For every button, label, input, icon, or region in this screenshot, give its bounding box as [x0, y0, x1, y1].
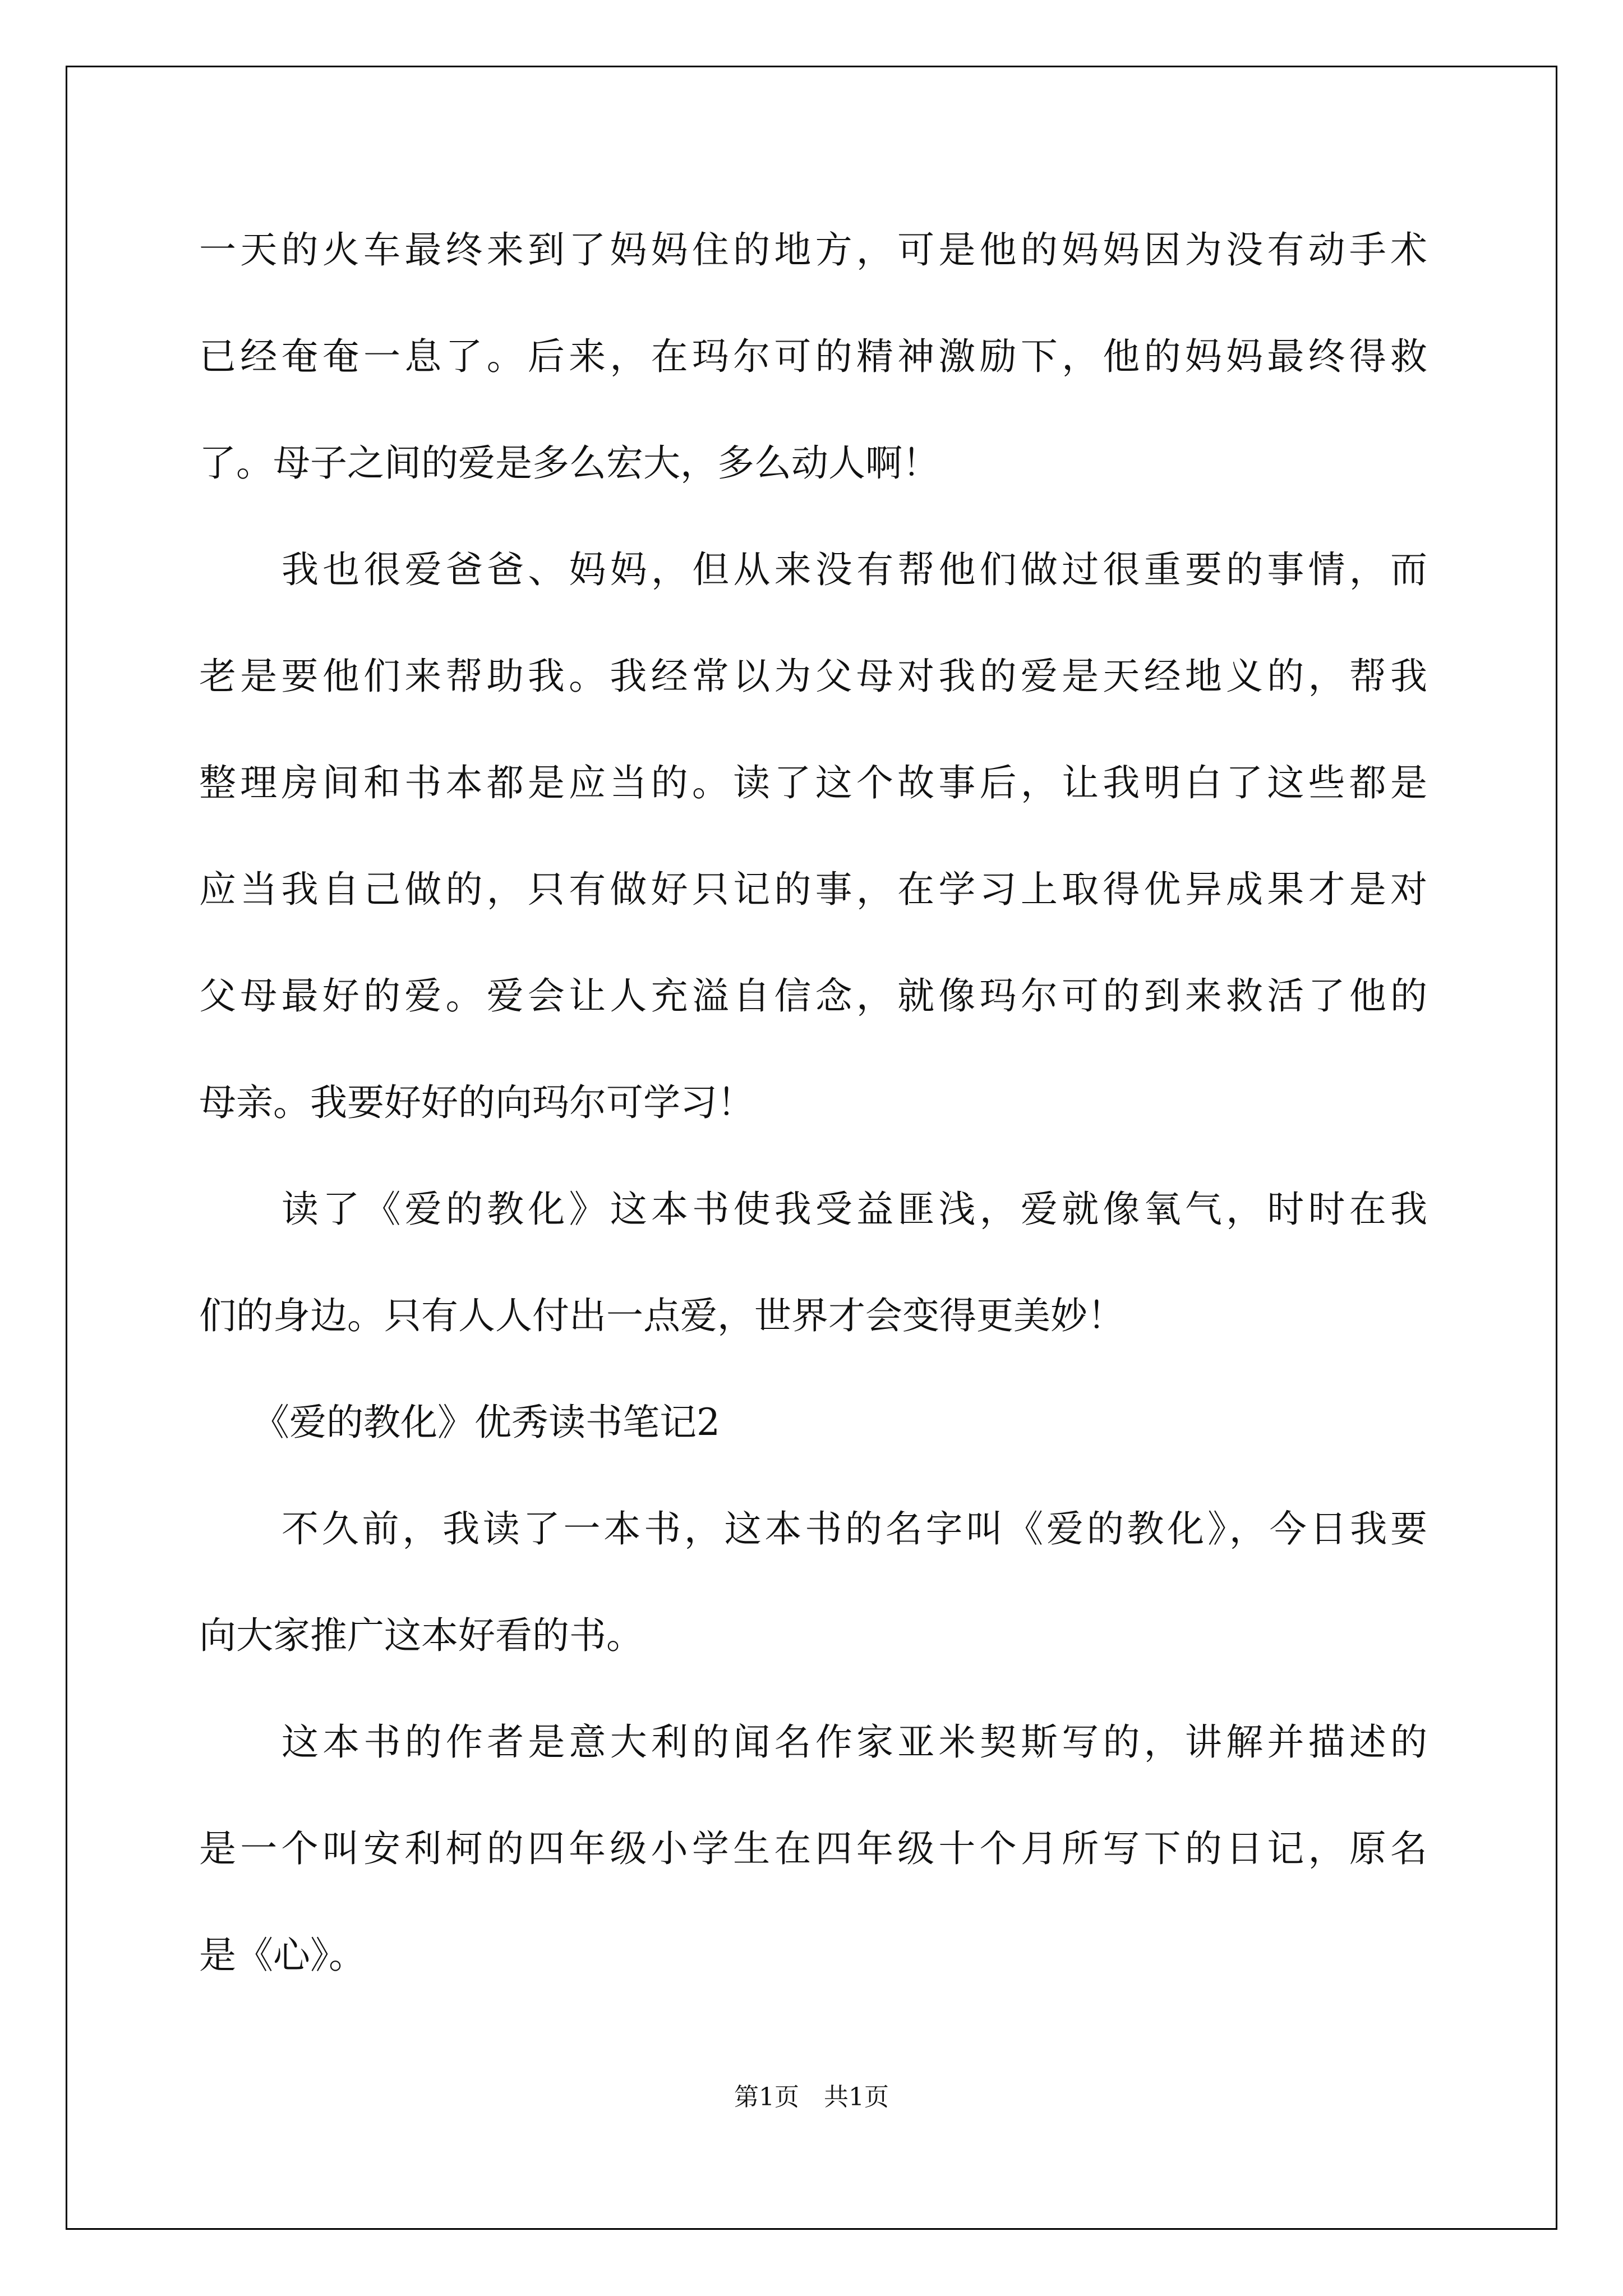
text-line: 是《心》。 [199, 1934, 366, 1977]
text-line: 父母最好的爱。爱会让人充溢自信念，就像玛尔可的到来救活了他的 [199, 974, 1427, 1018]
text-line: 老是要他们来帮助我。我经常以为父母对我的爱是天经地义的，帮我 [199, 655, 1427, 698]
text-line: 是一个叫安利柯的四年级小学生在四年级十个月所写下的日记，原名 [199, 1827, 1427, 1870]
text-line: 了。母子之间的爱是多么宏大，多么动人啊！ [199, 441, 939, 485]
text-line: 已经奄奄一息了。后来，在玛尔可的精神激励下，他的妈妈最终得救 [199, 335, 1427, 378]
text-line: 这本书的作者是意大利的闻名作家亚米契斯写的，讲解并描述的 [282, 1720, 1427, 1764]
text-line: 不久前，我读了一本书，这本书的名字叫《爱的教化》，今日我要 [282, 1507, 1427, 1550]
text-line: 们的身边。只有人人付出一点爱，世界才会变得更美妙！ [199, 1294, 1124, 1337]
text-line: 母亲。我要好好的向玛尔可学习！ [199, 1081, 754, 1124]
text-line: 读了《爱的教化》这本书使我受益匪浅，爱就像氧气，时时在我 [282, 1188, 1427, 1231]
text-line: 向大家推广这本好看的书。 [199, 1614, 643, 1657]
text-line: 我也很爱爸爸、妈妈，但从来没有帮他们做过很重要的事情，而 [282, 548, 1427, 591]
text-line: 应当我自己做的，只有做好只记的事，在学习上取得优异成果才是对 [199, 868, 1427, 911]
section-heading: 《爱的教化》优秀读书笔记2 [252, 1401, 720, 1444]
text-line: 一天的火车最终来到了妈妈住的地方，可是他的妈妈因为没有动手术 [199, 228, 1427, 272]
page-border [66, 66, 1557, 2230]
page-footer: 第1页 共1页 [734, 2083, 889, 2111]
text-line: 整理房间和书本都是应当的。读了这个故事后，让我明白了这些都是 [199, 761, 1427, 804]
